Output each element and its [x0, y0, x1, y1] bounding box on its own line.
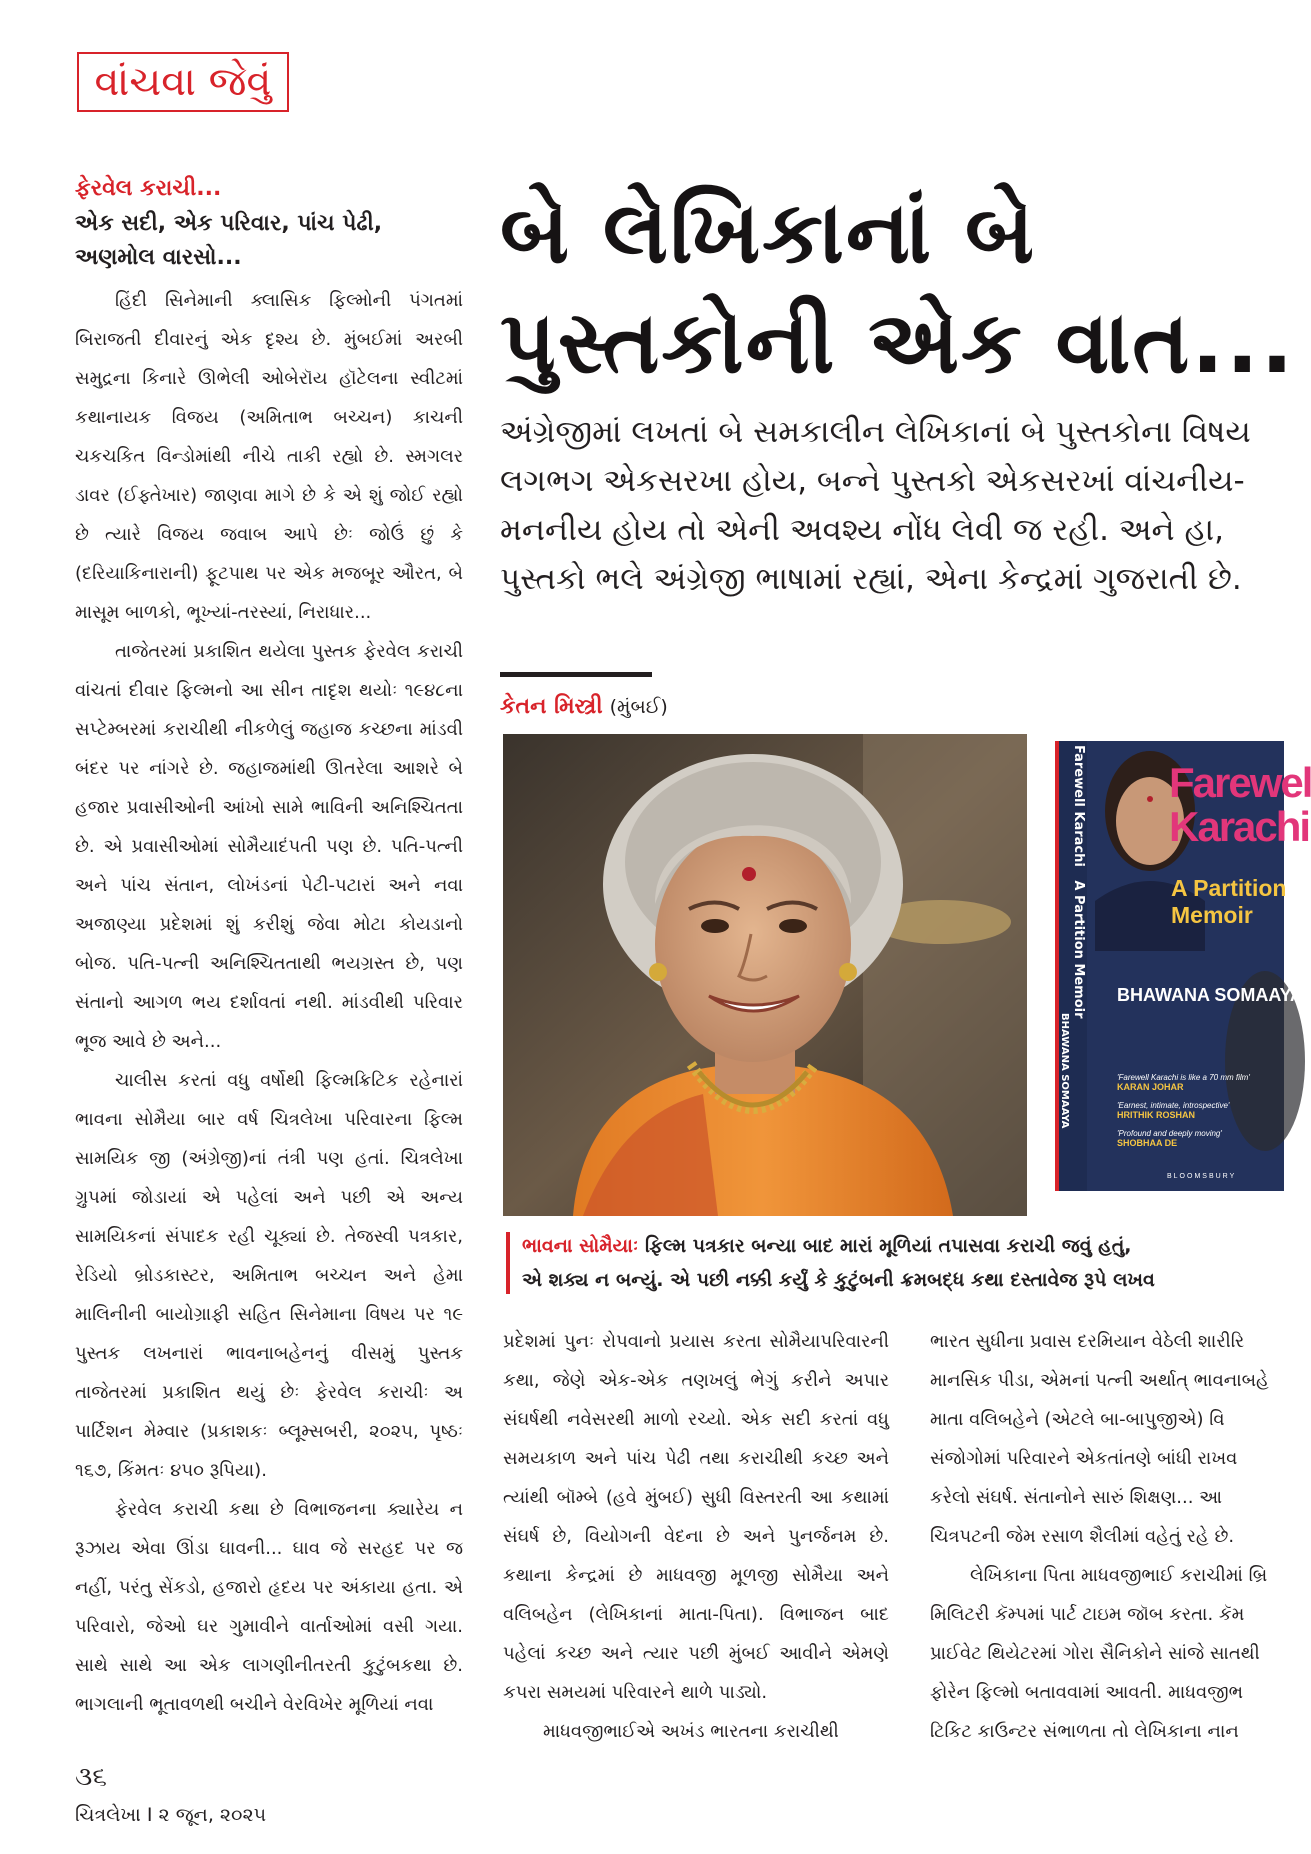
headline-line-1: બે લેખિકાનાં બે: [500, 183, 1037, 283]
middle-column: [503, 1322, 889, 1751]
headline-line-2: પુસ્તકોની એક વાત...: [500, 293, 1296, 393]
book-spine-author: BHAWANA SOMAAYA: [1059, 1013, 1070, 1129]
body-line: ફોરેન ફિલ્મો બતાવવામાં આવતી. માધવજીભ: [930, 1682, 1243, 1703]
caption-line-1: ફિલ્મ પત્રકાર બન્યા બાદ મારાં મૂળિયાં તપાસવા કરાચી જવું હતું,: [644, 1235, 1132, 1257]
body-line: સંજોગોમાં પરિવારને એકતાંતણે બાંધી રાખવ: [930, 1448, 1238, 1469]
byline-rule: [500, 672, 652, 677]
body-paragraph: તાજેતરમાં પ્રકાશિત થયેલા પુસ્તક ફેરવેલ કરાચી વાંચતાં દીવાર ફિલ્મનો આ સીન તાદૃશ થયોઃ ૧૯૪૮ના સપ્ટેમ્બરમાં કરાચીથી નીકળેલું જહાજ કચ્છના માંડવી બંદર પર નાંગરે છે. જહાજમાંથી ઊતરેલા આશરે બે હજાર પ્રવાસીઓની આંખો સામે ભાવિની અનિશ્ચિતતા છે. એ પ્રવાસીઓમાં સોમૈયાદંપતી પણ છે. પતિ-પત્ની અને પાંચ સંતાન, લોખંડનાં પેટી-પટારાં અને નવા અજાણ્યા પ્રદેશમાં શું કરીશું જેવા મોટા કોયડાનો બોજ. પતિ-પત્ની અનિશ્ચિતતાથી ભયગ્રસ્ત છે, પણ સંતાનો આગળ ભય દર્શાવતાં નથી. માંડવીથી પરિવાર ભૂજ આવે છે અને...: [75, 641, 463, 1052]
book-blurb: 'Profound and deeply moving' SHOBHAA DE: [1117, 1129, 1222, 1148]
right-column: [930, 1322, 1284, 1751]
body-line: ટિકિટ કાઉન્ટર સંભાળતા તો લેખિકાના નાન: [930, 1721, 1239, 1742]
body-paragraph: પ્રદેશમાં પુનઃ રોપવાનો પ્રયાસ કરતા સોમૈયાપરિવારની કથા, જેણે એક-એક તણખલું ભેગું કરીને અપાર સંઘર્ષથી નવેસરથી માળો રચ્યો. એક સદી કરતાં વધુ સમયકાળ અને પાંચ પેઢી તથા કરાચીથી કચ્છ અને ત્યાંથી બૉમ્બે (હવે મુંબઈ) સુધી વિસ્તરતી આ કથામાં સંઘર્ષ છે, વિયોગની વેદના છે અને પુનર્જનમ છે. કથાના કેન્દ્રમાં છે માધવજી મૂળજી સોમૈયા અને વલિબહેન (લેખિકાનાં માતા-પિતા). વિભાજન બાદ પહેલાં કચ્છ અને ત્યાર પછી મુંબઈ આવીને એમણે કપરા સમયમાં પરિવારને થાળે પાડ્યો.: [503, 1331, 889, 1703]
caption-line-2: એ શક્ય ન બન્યું. એ પછી નક્કી કર્યું કે કુટુંબની ક્રમબદ્ધ કથા દસ્તાવેજ રૂપે લખવ: [522, 1269, 1155, 1291]
photo-caption: [522, 1229, 1284, 1297]
article-deck: અંગ્રેજીમાં લખતાં બે સમકાલીન લેખિકાનાં બે પુસ્તકોના વિષય લગભગ એકસરખા હોય, બન્ને પુસ્તકો એકસરખાં વાંચનીય-મનનીય હોય તો એની અવશ્ય નોંધ લેવી જ રહી. અને હા, પુસ્તકો ભલે અંગ્રેજી ભાષામાં રહ્યાં, એના કેન્દ્રમાં ગુજરાતી છે.: [500, 414, 1251, 597]
book-spine-title: Farewell Karachi A Partition Memoir: [1071, 745, 1086, 1019]
book-author: BHAWANA SOMAAYA: [1117, 985, 1304, 1005]
left-column: [75, 176, 463, 1724]
body-line: મિલિટરી કૅમ્પમાં પાર્ટ ટાઇમ જૉબ કરતા. કૅમ: [930, 1604, 1245, 1625]
sidebar-subhead: એક સદી, એક પરિવાર, પાંચ પેઢી, અણમોલ વારસો...: [75, 211, 383, 270]
byline: [500, 694, 668, 719]
body-line: કરેલો સંઘર્ષ. સંતાનોને સારું શિક્ષણ... આ: [930, 1487, 1223, 1508]
body-line: માનસિક પીડા, એમનાં પત્ની અર્થાત્ ભાવનાબહે: [930, 1370, 1269, 1391]
book-publisher: BLOOMSBURY: [1167, 1173, 1237, 1180]
book-title: Farewel Karachi: [1169, 759, 1311, 850]
page-number: ૩૬: [75, 1762, 107, 1792]
body-paragraph: હિંદી સિનેમાની ક્લાસિક ફિલ્મોની પંગતમાં બિરાજતી દીવારનું એક દૃશ્ય છે. મુંબઈમાં અરબી સમુદ્રના કિનારે ઊભેલી ઓબેરૉય હૉટેલના સ્વીટમાં કથાનાયક વિજય (અમિતાભ બચ્ચન) કાચની ચકચકિત વિન્ડોમાંથી નીચે તાકી રહ્યો છે. સ્મગલર ડાવર (ઈફ્તેખાર) જાણવા માગે છે કે એ શું જોઈ રહ્યો છે ત્યારે વિજય જવાબ આપે છેઃ જોઉં છું કે (દરિયાકિનારાની) ફૂટપાથ પર એક મજબૂર ઔરત, બે માસૂમ બાળકો, ભૂખ્યાં-તરસ્યાં, નિરાધાર...: [75, 290, 463, 623]
body-line: ચિત્રપટની જેમ રસાળ શૈલીમાં વહેતું રહે છે.: [930, 1526, 1235, 1547]
book-cover-image: [1055, 741, 1311, 1191]
book-subtitle: A Partition Memoir: [1171, 875, 1287, 928]
author-location: (મુંબઈ): [609, 696, 668, 718]
section-tag: વાંચવા જેવું: [77, 52, 289, 112]
caption-name: ભાવના સોમૈયાઃ: [522, 1235, 639, 1257]
caption-accent-bar: [506, 1232, 510, 1294]
body-paragraph: ચાલીસ કરતાં વધુ વર્ષોથી ફિલ્મક્રિટિક રહેનારાં ભાવના સોમૈયા બાર વર્ષ ચિત્રલેખા પરિવારના ફિલ્મ સામયિક જી (અંગ્રેજી)નાં તંત્રી પણ હતાં. ચિત્રલેખા ગ્રુપમાં જોડાયાં એ પહેલાં અને પછી એ અન્ય સામયિકનાં સંપાદક રહી ચૂક્યાં છે. તેજસ્વી પત્રકાર, રેડિયો બ્રોડકાસ્ટર, અમિતાભ બચ્ચન અને હેમા માલિનીની બાયોગ્રાફી સહિત સિનેમાના વિષય પર ૧૯ પુસ્તક લખનારાં ભાવનાબહેનનું વીસમું પુસ્તક તાજેતરમાં પ્રકાશિત થયું છેઃ ફેરવેલ કરાચીઃ અ પાર્ટિશન મેમ્વાર (પ્રકાશકઃ બ્લૂમ્સબરી, ૨૦૨૫, પૃષ્ઠઃ ૧૬૭, કિંમતઃ ૪૫૦ રૂપિયા).: [75, 1070, 463, 1481]
body-line: ભારત સુધીના પ્રવાસ દરમિયાન વેઠેલી શારીરિ: [930, 1331, 1245, 1352]
body-paragraph: ફેરવેલ કરાચી કથા છે વિભાજનના ક્યારેય ન રૂઝાય એવા ઊંડા ઘાવની... ઘાવ જે સરહદ પર જ નહીં, પરંતુ સેંકડો, હજારો હૃદય પર અંકાયા હતા. એ પરિવારો, જેઓ ઘર ગુમાવીને વાર્તાઓમાં વસી ગયા. સાથે સાથે આ એક લાગણીનીતરતી કુટુંબકથા છે. ભાગલાની ભૂતાવળથી બચીને વેરવિખેર મૂળિયાં નવા: [75, 1499, 463, 1715]
article-headline: [500, 178, 1296, 398]
body-line: માતા વલિબહેને (એટલે બા-બાપુજીએ) વિ: [930, 1409, 1225, 1430]
book-blurb: 'Farewell Karachi is like a 70 mm film' KARAN JOHAR: [1117, 1073, 1250, 1092]
sidebar-kicker: ફેરવેલ કરાચી...: [75, 176, 222, 201]
body-line: પ્રાઈવેટ થિયેટરમાં ગોરા સૈનિકોને સાંજે સાતથી: [930, 1643, 1260, 1664]
body-paragraph: માધવજીભાઈએ અખંડ ભારતના કરાચીથી: [543, 1721, 839, 1742]
author-name: કેતન મિસ્ત્રી: [500, 694, 603, 719]
body-line: લેખિકાના પિતા માધવજીભાઈ કરાચીમાં બ્રિ: [970, 1565, 1268, 1586]
issue-folio: ચિત્રલેખા I ૨ જૂન, ૨૦૨૫: [75, 1804, 267, 1826]
author-portrait-photo: [503, 734, 1027, 1216]
book-blurb: 'Earnest, intimate, introspective' HRITHIK ROSHAN: [1117, 1101, 1230, 1120]
